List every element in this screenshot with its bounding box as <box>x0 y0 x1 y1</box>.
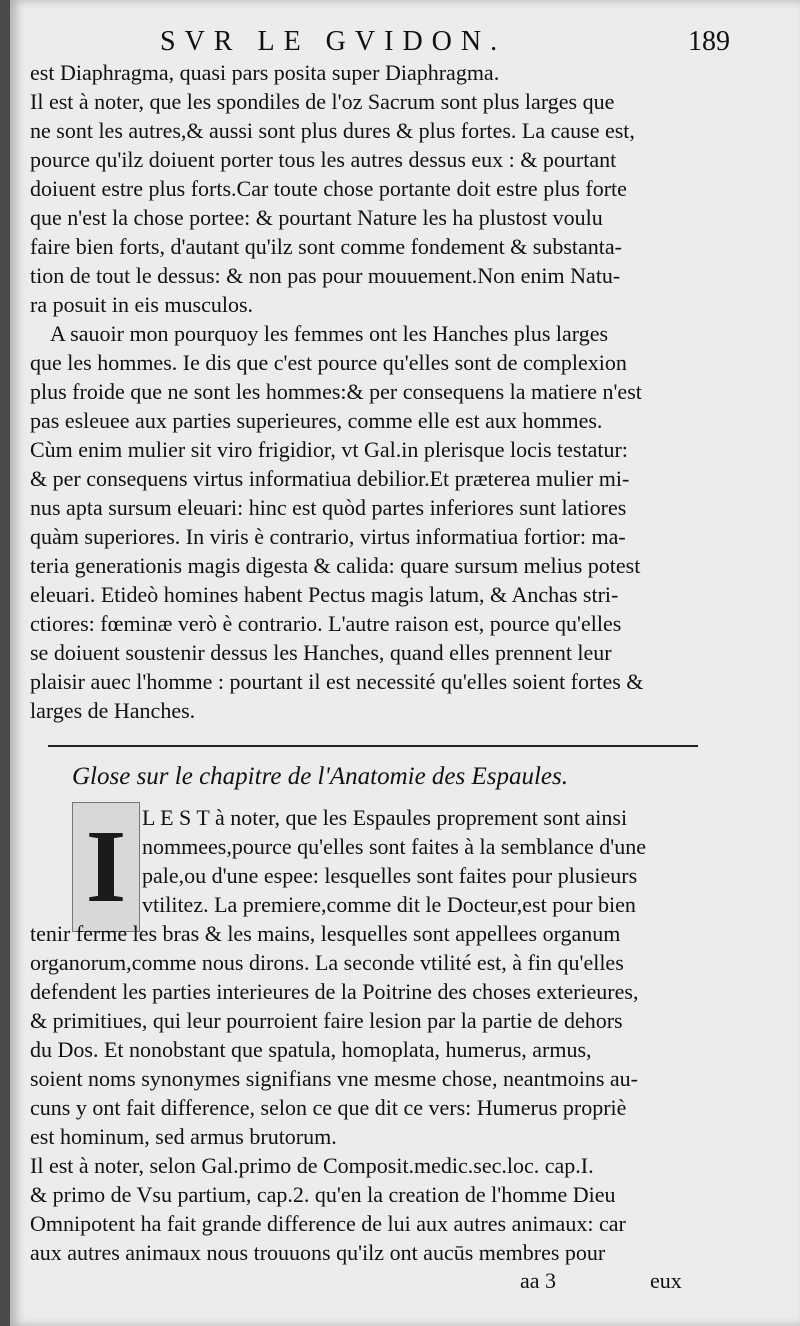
text-line: nommees,pource qu'elles sont faites à la semblance d'une <box>142 834 646 859</box>
text-line: Il est à noter, que les spondiles de l'oz Sacrum sont plus larges que <box>30 89 615 114</box>
text-line: plaisir auec l'homme : pourtant il est necessité qu'elles soient fortes & <box>30 669 644 694</box>
text-line: larges de Hanches. <box>30 698 196 723</box>
text-line: organorum,comme nous dirons. La seconde vtilité est, à fin qu'elles <box>30 950 624 975</box>
text-line: ne sont les autres,& aussi sont plus dures & plus fortes. La cause est, <box>30 118 635 143</box>
text-line: Omnipotent ha fait grande difference de lui aux autres animaux: car <box>30 1211 626 1236</box>
text-line: & primo de Vsu partium, cap.2. qu'en la creation de l'homme Dieu <box>30 1182 616 1207</box>
text-line: quàm superiores. In viris è contrario, virtus informatiua fortior: ma- <box>30 524 626 549</box>
text-line: faire bien forts, d'autant qu'ilz sont comme fondement & substanta- <box>30 234 622 259</box>
book-gutter <box>0 0 10 1326</box>
book-page <box>10 0 800 1326</box>
running-title: SVR LE GVIDON. <box>160 26 507 57</box>
text-line: tenir ferme les bras & les mains, lesquelles sont appellees organum <box>30 921 621 946</box>
text-line: teria generationis magis digesta & calida: quare sursum melius potest <box>30 553 641 578</box>
decorated-initial <box>72 802 140 932</box>
section-rule <box>48 745 698 747</box>
text-line: ra posuit in eis musculos. <box>30 292 254 317</box>
text-line: pource qu'ilz doiuent porter tous les autres dessus eux : & pourtant <box>30 147 617 172</box>
text-line: A sauoir mon pourquoy les femmes ont les Hanches plus larges <box>50 321 609 346</box>
text-line: ctiores: fœminæ verò è contrario. L'autre raison est, pource qu'elles <box>30 611 622 636</box>
text-line: defendent les parties interieures de la Poitrine des choses exterieures, <box>30 979 639 1004</box>
page-header <box>10 18 800 58</box>
text-line: vtilitez. La premiere,comme dit le Docteur,est pour bien <box>142 892 636 917</box>
text-line: plus froide que ne sont les hommes:& per consequens la matiere n'est <box>30 379 642 404</box>
text-line: nus apta sursum eleuari: hinc est quòd partes inferiores sunt latiores <box>30 495 627 520</box>
text-line: se doiuent soustenir dessus les Hanches, quand elles prennent leur <box>30 640 612 665</box>
gloss-title: Glose sur le chapitre de l'Anatomie des Espaules. <box>72 763 569 790</box>
text-line: que les hommes. Ie dis que c'est pource qu'elles sont de complexion <box>30 350 627 375</box>
text-line: L E S T à noter, que les Espaules proprement sont ainsi <box>142 805 628 830</box>
text-line: Cùm enim mulier sit viro frigidior, vt Gal.in plerisque locis testatur: <box>30 437 628 462</box>
signature-mark: aa 3 <box>520 1268 557 1293</box>
text-line: est hominum, sed armus brutorum. <box>30 1124 337 1149</box>
text-line: que n'est la chose portee: & pourtant Nature les ha plustost voulu <box>30 205 603 230</box>
catchword: eux <box>650 1268 682 1293</box>
text-line: & primitiues, qui leur pourroient faire lesion par la partie de dehors <box>30 1008 623 1033</box>
text-line: doiuent estre plus forts.Car toute chose portante doit estre plus forte <box>30 176 627 201</box>
text-line: soient noms synonymes signifians vne mesme chose, neantmoins au- <box>30 1066 638 1091</box>
decorated-initial-letter: I <box>85 809 127 924</box>
text-line: aux autres animaux nous trouuons qu'ilz ont aucūs membres pour <box>30 1240 606 1265</box>
page-number: 189 <box>688 26 730 57</box>
text-line: du Dos. Et nonobstant que spatula, homoplata, humerus, armus, <box>30 1037 592 1062</box>
text-line: Il est à noter, selon Gal.primo de Composit.medic.sec.loc. cap.I. <box>30 1153 594 1178</box>
text-line: & per consequens virtus informatiua debilior.Et præterea mulier mi- <box>30 466 630 491</box>
text-line: est Diaphragma, quasi pars posita super Diaphragma. <box>30 60 500 85</box>
text-line: tion de tout le dessus: & non pas pour mouuement.Non enim Natu- <box>30 263 621 288</box>
text-line: cuns y ont fait difference, selon ce que dit ce vers: Humerus propriè <box>30 1095 627 1120</box>
text-line: pale,ou d'une espee: lesquelles sont faites pour plusieurs <box>142 863 638 888</box>
text-line: eleuari. Etideò homines habent Pectus magis latum, & Anchas stri- <box>30 582 619 607</box>
text-line: pas esleuee aux parties superieures, comme elle est aux hommes. <box>30 408 603 433</box>
